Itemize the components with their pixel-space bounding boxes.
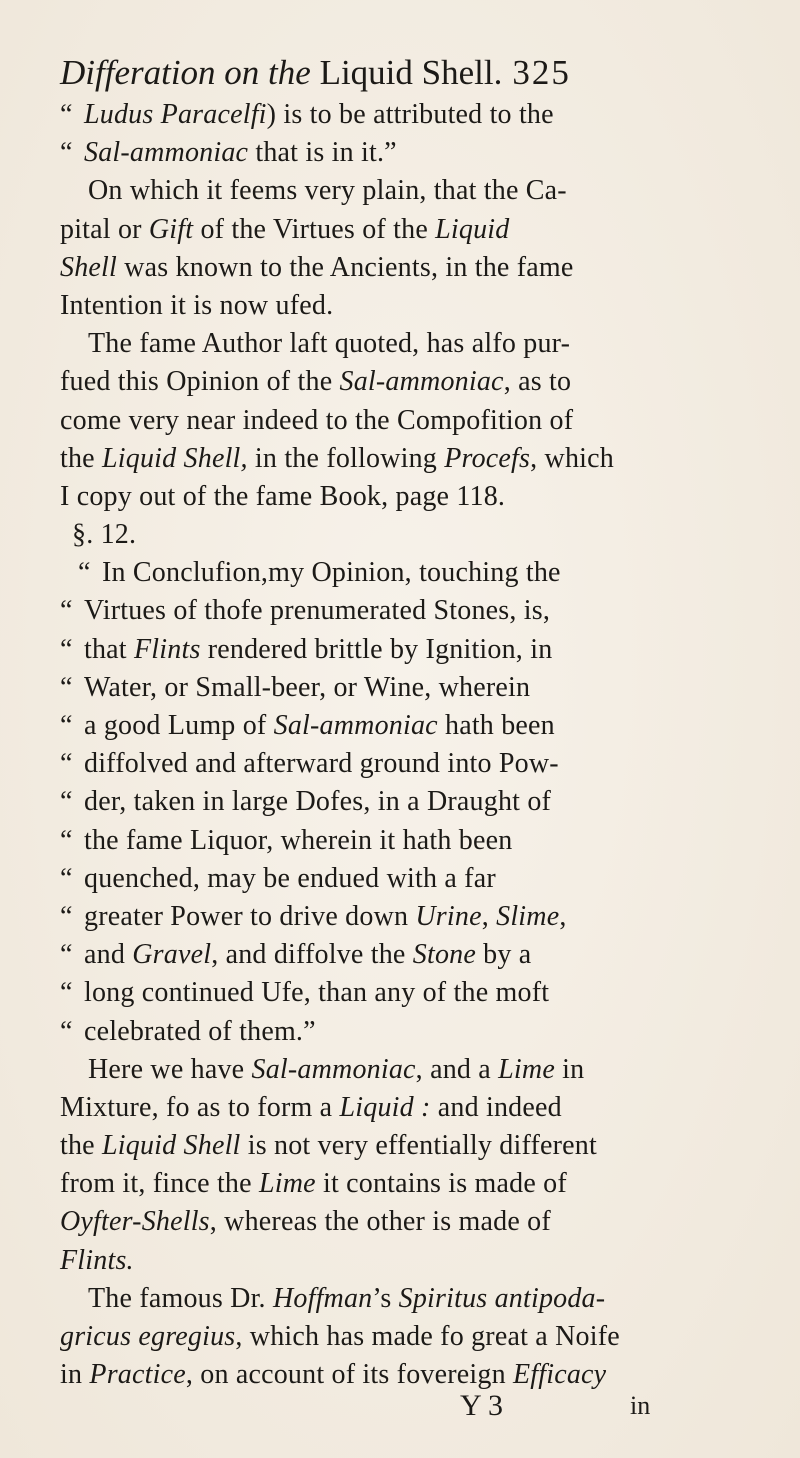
- text-line: [60, 96, 750, 134]
- text-line: [60, 974, 750, 1012]
- text-line: [60, 516, 750, 554]
- text-line: [60, 1318, 750, 1356]
- text-line: [60, 249, 750, 287]
- italic-run: Sal-ammoniac: [251, 1053, 416, 1085]
- quote-mark: “: [60, 595, 73, 627]
- text-line: [60, 1013, 750, 1051]
- text-run: that: [84, 633, 134, 665]
- text-run: der, taken in large Dofes, in a Draught of: [84, 786, 552, 818]
- running-header: [60, 48, 720, 98]
- italic-run: Lime: [258, 1168, 316, 1200]
- quote-mark: “: [60, 748, 73, 780]
- text-line: [60, 631, 750, 669]
- text-line: [60, 402, 750, 440]
- page-number: 325: [512, 53, 571, 92]
- quote-mark: “: [60, 671, 73, 703]
- running-title: [60, 53, 502, 92]
- text-run: , which: [530, 442, 614, 474]
- italic-run: Sal-ammoniac: [339, 366, 504, 398]
- text-run: ,: [481, 900, 497, 932]
- text-line: [60, 554, 750, 592]
- quote-mark: “: [60, 977, 73, 1009]
- text-run: is not very effentially different: [240, 1130, 597, 1162]
- italic-run: Ludus Paracelfi: [84, 99, 267, 130]
- quote-mark: “: [60, 710, 73, 741]
- text-line: [60, 363, 750, 401]
- text-line: [60, 440, 750, 478]
- quote-mark: “: [60, 1015, 73, 1047]
- text-line: [60, 1127, 750, 1165]
- italic-run: Sal-ammoniac: [84, 137, 249, 169]
- text-run: rendered brittle by Ignition, in: [200, 633, 553, 665]
- text-run: celebrated of them.”: [84, 1015, 316, 1047]
- text-run: pital or: [60, 213, 149, 245]
- italic-run: Liquid :: [339, 1091, 431, 1123]
- text-run: diffolved and afterward ground into Pow-: [84, 748, 559, 780]
- text-line: [60, 1280, 750, 1318]
- signature-mark: Y 3: [460, 1389, 504, 1422]
- text-run: hath been: [437, 710, 555, 741]
- quote-mark: “: [60, 786, 73, 818]
- text-line: [60, 592, 750, 630]
- text-run: I copy out of the fame Book, page 118.: [60, 480, 506, 512]
- italic-run: gricus egregius: [60, 1321, 236, 1352]
- quote-mark: “: [60, 939, 73, 971]
- text-run: the fame Liquor, wherein it hath been: [84, 824, 513, 856]
- text-run: in the following: [247, 442, 445, 474]
- text-run: of the Virtues of the: [193, 213, 436, 245]
- text-run: in: [60, 1359, 90, 1391]
- italic-run: Efficacy: [512, 1359, 607, 1391]
- text-line: [60, 860, 750, 898]
- text-line: [60, 211, 750, 249]
- text-run: Water, or Small-beer, or Wine, wherein: [84, 671, 531, 703]
- text-line: [60, 1165, 750, 1203]
- text-run: from it, fince the: [60, 1168, 259, 1200]
- italic-run: Slime: [496, 900, 560, 932]
- text-run: the: [60, 442, 103, 474]
- italic-run: Practice: [89, 1359, 186, 1391]
- quote-mark: “: [78, 557, 91, 589]
- quote-mark: “: [60, 862, 73, 894]
- catchword: in: [630, 1391, 651, 1420]
- text-run: ’s: [372, 1282, 399, 1314]
- italic-run: Stone: [412, 939, 476, 971]
- text-run: come very near indeed to the Compofition of: [60, 404, 574, 436]
- text-run: Here we have: [88, 1053, 252, 1085]
- text-line: [60, 134, 750, 172]
- italic-run: Flints.: [60, 1244, 134, 1276]
- text-run: §. 12.: [72, 519, 137, 551]
- text-line: [60, 325, 750, 363]
- italic-run: Gravel: [132, 939, 212, 971]
- italic-run: Procefs: [444, 442, 531, 474]
- text-line: [60, 478, 750, 516]
- text-run: ,: [559, 900, 567, 932]
- text-run: Virtues of thofe prenumerated Stones, is,: [84, 595, 551, 627]
- page-footer: [460, 1386, 660, 1426]
- italic-run: Flints: [134, 633, 201, 665]
- text-run: , and a: [415, 1053, 499, 1085]
- italic-run: Sal-ammoniac: [273, 710, 438, 741]
- text-run: , as to: [503, 366, 572, 398]
- text-run: long continued Ufe, than any of the moft: [84, 977, 550, 1009]
- text-run: On which it feems very plain, that the Ca-: [88, 175, 567, 207]
- text-run: the: [60, 1130, 103, 1162]
- text-run: fued this Opinion of the: [60, 366, 340, 398]
- text-line: [60, 783, 750, 821]
- italic-run: Urine: [415, 900, 482, 932]
- text-line: [60, 822, 750, 860]
- italic-run: Oyfter-Shells: [60, 1206, 210, 1238]
- quote-mark: “: [60, 137, 73, 169]
- text-line: [60, 287, 750, 325]
- quote-mark: “: [60, 99, 73, 130]
- text-line: [60, 898, 750, 936]
- text-run: in: [554, 1053, 585, 1085]
- text-run: that is in it.”: [248, 137, 397, 169]
- text-run: and indeed: [430, 1091, 562, 1123]
- running-title-italic: Differation on the: [60, 53, 311, 92]
- text-run: and: [84, 939, 133, 971]
- text-run: a good Lump of: [84, 710, 274, 741]
- italic-run: Shell: [60, 251, 117, 283]
- text-line: [60, 172, 750, 210]
- italic-run: Liquid Shell,: [102, 442, 248, 474]
- text-line: [60, 745, 750, 783]
- text-line: [60, 1089, 750, 1127]
- italic-run: Liquid Shell: [102, 1130, 241, 1162]
- text-run: , on account of its fovereign: [185, 1359, 513, 1391]
- text-run: Intention it is now ufed.: [60, 289, 334, 321]
- text-run: by a: [475, 939, 532, 971]
- text-run: Mixture, fo as to form a: [60, 1091, 340, 1123]
- text-line: [60, 1242, 750, 1280]
- text-run: In Conclufion,my Opinion, touching the: [102, 557, 561, 589]
- text-line: [60, 1051, 750, 1089]
- text-run: it contains is made of: [315, 1168, 567, 1200]
- running-title-roman: Liquid Shell.: [319, 53, 503, 92]
- text-run: was known to the Ancients, in the fame: [117, 251, 574, 283]
- quote-mark: “: [60, 633, 73, 665]
- text-line: [60, 669, 750, 707]
- quote-mark: “: [60, 824, 73, 856]
- italic-run: Liquid: [435, 213, 510, 245]
- text-run: , and diffolve the: [211, 939, 413, 971]
- italic-run: Spiritus antipoda-: [398, 1282, 606, 1314]
- text-run: The fame Author laft quoted, has alfo pur-: [88, 328, 571, 360]
- text-run: ) is to be attributed to the: [266, 99, 554, 130]
- italic-run: Gift: [148, 213, 194, 245]
- text-run: , whereas the other is made of: [209, 1206, 551, 1238]
- text-run: , which has made fo great a Noife: [235, 1321, 620, 1352]
- body-text: [60, 96, 750, 1394]
- quote-mark: “: [60, 900, 73, 932]
- text-line: [60, 1203, 750, 1241]
- text-line: [60, 707, 750, 745]
- text-run: greater Power to drive down: [84, 900, 416, 932]
- italic-run: Hoffman: [272, 1282, 373, 1314]
- text-line: [60, 936, 750, 974]
- text-run: quenched, may be endued with a far: [84, 862, 496, 894]
- text-run: The famous Dr.: [88, 1282, 273, 1314]
- italic-run: Lime: [498, 1053, 555, 1085]
